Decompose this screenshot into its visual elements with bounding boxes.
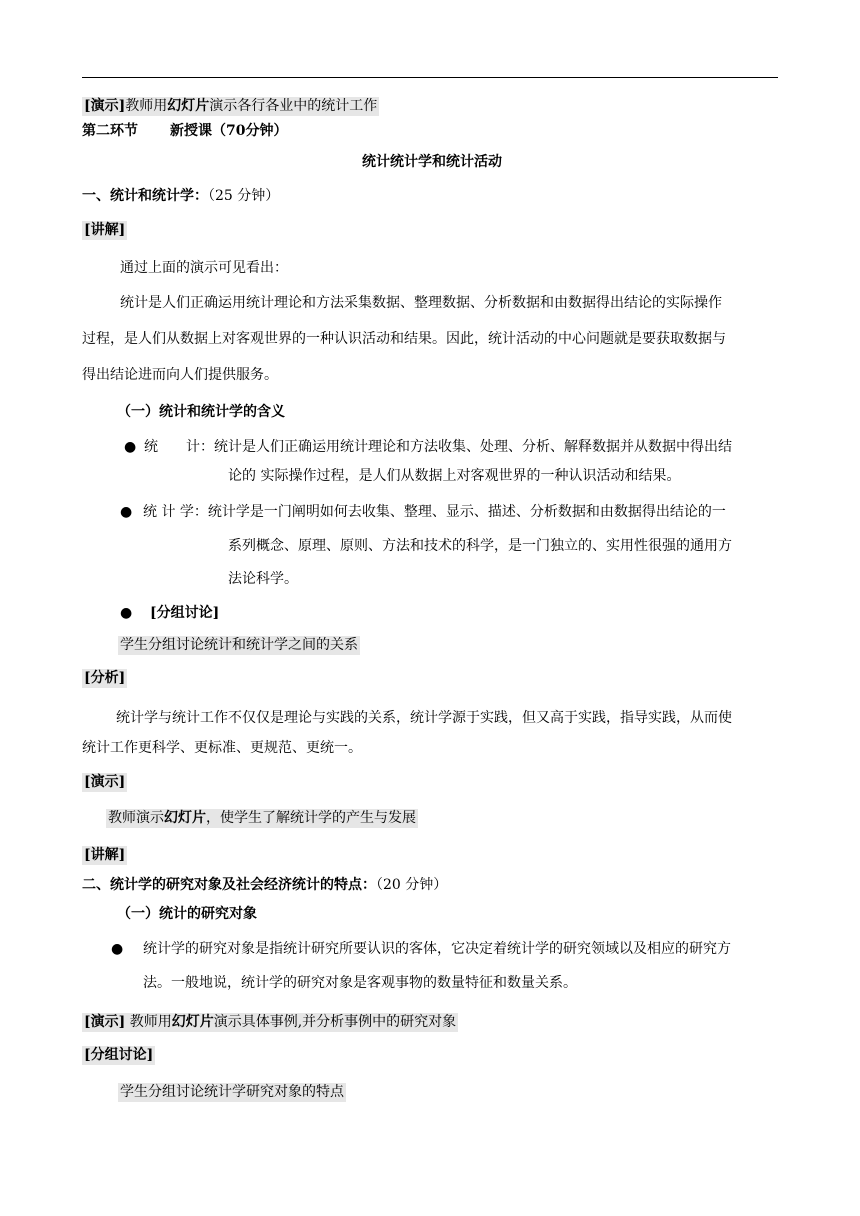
demo-text: ，使学生了解统计学的产生与发展 — [206, 810, 416, 826]
demo-tag-line — [82, 772, 127, 792]
bullet-icon: ● — [124, 439, 137, 455]
analysis-tag-line — [82, 668, 127, 688]
demo-highlight — [106, 809, 418, 828]
demo-tag: [演示] — [84, 98, 126, 114]
sub-heading: （一）统计和统计学的含义 — [117, 404, 285, 420]
para-line: 得出结论进而向人们提供服务。 — [82, 367, 278, 383]
para-line: 统计是人们正确运用统计理论和方法采集数据、整理数据、分析数据和由数据得出结论的实际操作 — [120, 295, 722, 311]
header-demo-line — [82, 96, 379, 116]
heading-text: 二、统计学的研究对象及社会经济统计的特点： — [82, 877, 376, 893]
demo-line — [82, 1012, 458, 1032]
group-tag: [分组讨论] — [150, 605, 220, 621]
bullet-icon: ● — [120, 605, 133, 621]
group-text-line — [118, 635, 360, 655]
slides-keyword: 幻灯片 — [164, 810, 206, 826]
demo-text: 演示各行各业中的统计工作 — [209, 98, 378, 114]
para-line: 过程，是人们从数据上对客观世界的一种认识活动和结果。因此，统计活动的中心问题就是要获取数据与 — [82, 331, 726, 347]
demo-text: 教师演示 — [108, 810, 164, 826]
duration-text: （20 分钟） — [376, 877, 448, 893]
slides-keyword: 幻灯片 — [167, 98, 210, 114]
header-demo-highlight — [82, 97, 379, 116]
part2-heading — [82, 875, 447, 895]
definition-statistics — [144, 437, 732, 457]
duration-text: （25 分钟） — [208, 188, 280, 204]
definition-text: 统计学是一门阐明如何去收集、整理、显示、描述、分析数据和由数据得出结论的一 — [207, 504, 726, 520]
explain-tag: [讲解] — [84, 222, 126, 238]
definition-statistics-science — [143, 502, 726, 522]
bullet-icon: ● — [120, 504, 133, 520]
definition-text: 系列概念、原理、原则、方法和技术的科学，是一门独立的、实用性很强的通用方 — [228, 538, 732, 554]
explain-tag-line — [82, 845, 127, 865]
slides-keyword: 幻灯片 — [171, 1014, 214, 1030]
bullet-icon: ● — [111, 941, 124, 957]
definition-text: 法论科学。 — [228, 571, 298, 587]
demo-text: 教师用 — [125, 98, 168, 114]
analysis-line: 统计学与统计工作不仅仅是理论与实践的关系，统计学源于实践，但又高于实践，指导实践，从而使 — [116, 710, 732, 726]
group-text: 学生分组讨论统计学研究对象的特点 — [120, 1084, 344, 1100]
heading-text: 一、统计和统计学： — [82, 188, 208, 204]
definition-text: 论的 实际操作过程，是人们从数据上对客观世界的一种认识活动和结果。 — [228, 468, 681, 484]
sub-heading: （一）统计的研究对象 — [117, 906, 257, 922]
definition-term: 统 计 学： — [143, 504, 208, 520]
demo-tag: [演示] — [84, 1014, 126, 1030]
group-tag: [分组讨论] — [84, 1047, 154, 1063]
header-rule — [82, 77, 778, 78]
group-tag-line — [82, 1045, 155, 1065]
section-label: 第二环节 — [82, 123, 138, 139]
definition-text: 统计是人们正确运用统计理论和方法收集、处理、分析、解释数据并从数据中得出结 — [214, 439, 732, 455]
section-line — [82, 121, 287, 141]
demo-text: 演示具体事例,并分析事例中的研究对象 — [213, 1014, 457, 1030]
analysis-tag: [分析] — [84, 670, 126, 686]
definition-term: 统 计： — [144, 439, 214, 455]
part1-heading — [82, 186, 279, 206]
explain-tag: [讲解] — [84, 847, 126, 863]
group-text-line — [118, 1082, 346, 1102]
explain-tag-line — [82, 220, 127, 240]
item-line: 统计学的研究对象是指统计研究所要认识的客体，它决定着统计学的研究领域以及相应的研究方 — [143, 941, 731, 957]
section-title: 新授课（70分钟） — [170, 123, 288, 139]
demo-text: 教师用 — [125, 1014, 172, 1030]
group-text: 学生分组讨论统计和统计学之间的关系 — [120, 637, 358, 653]
demo-tag: [演示] — [84, 774, 126, 790]
demo-line — [106, 808, 418, 828]
demo-highlight — [82, 1013, 458, 1032]
intro-text: 通过上面的演示可见看出： — [120, 260, 288, 276]
analysis-line: 统计工作更科学、更标准、更规范、更统一。 — [82, 740, 362, 756]
page-title: 统计统计学和统计活动 — [362, 154, 502, 170]
item-line: 法。一般地说，统计学的研究对象是客观事物的数量特征和数量关系。 — [143, 975, 577, 991]
